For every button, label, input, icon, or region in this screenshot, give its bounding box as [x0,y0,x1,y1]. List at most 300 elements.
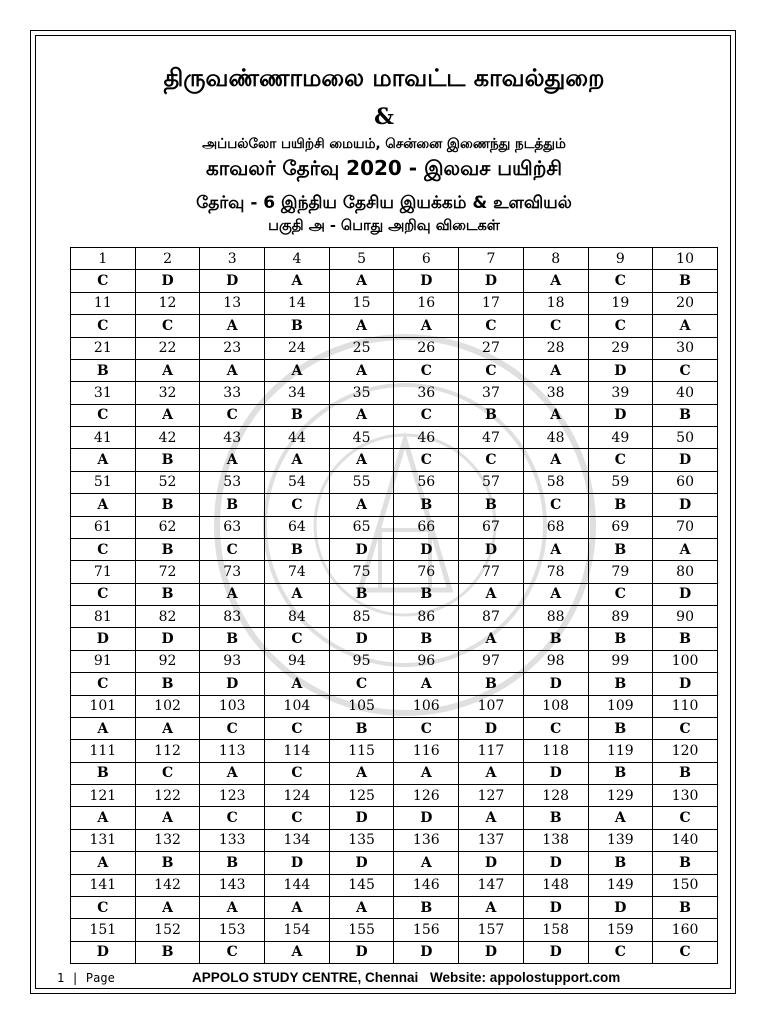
answer-cell: B [71,359,136,381]
answer-cell: A [523,270,588,292]
answer-cell: A [523,449,588,471]
question-number: 63 [200,516,265,538]
question-number: 89 [588,606,653,628]
question-number: 17 [459,292,524,314]
answer-cell: D [394,941,459,963]
answer-cell: D [588,359,653,381]
question-number: 120 [653,740,718,762]
question-number: 113 [200,740,265,762]
question-number-row [71,829,718,851]
question-number: 57 [459,471,524,493]
website-text: Website: appolostupport.com [430,970,621,985]
question-number: 2 [135,248,200,270]
question-number: 82 [135,606,200,628]
question-number: 35 [329,382,394,404]
answer-cell: D [653,494,718,516]
question-number: 1 [71,248,136,270]
answer-cell: D [394,807,459,829]
answer-cell: A [135,359,200,381]
question-number: 79 [588,561,653,583]
question-number: 22 [135,337,200,359]
question-number: 130 [653,785,718,807]
answer-cell: B [135,673,200,695]
answer-cell: B [588,717,653,739]
answer-cell: C [329,673,394,695]
answer-row [71,404,718,426]
question-number-row [71,874,718,896]
question-number-row [71,248,718,270]
answer-cell: B [653,270,718,292]
answer-cell: C [200,807,265,829]
answer-cell: A [265,270,330,292]
question-number: 154 [265,919,330,941]
question-number: 38 [523,382,588,404]
question-number: 126 [394,785,459,807]
answer-cell: B [653,628,718,650]
answer-row [71,717,718,739]
question-number: 115 [329,740,394,762]
answer-cell: A [653,315,718,337]
answer-cell: C [459,449,524,471]
question-number-row [71,740,718,762]
answer-cell: A [265,673,330,695]
question-number: 11 [71,292,136,314]
question-number: 27 [459,337,524,359]
question-number: 106 [394,695,459,717]
question-number: 56 [394,471,459,493]
answer-cell: A [71,717,136,739]
answer-cell: B [135,538,200,560]
ampersand: & [374,104,394,130]
answer-cell: C [394,449,459,471]
question-number: 50 [653,427,718,449]
question-number: 44 [265,427,330,449]
answer-cell: C [653,717,718,739]
answer-row [71,852,718,874]
question-number: 81 [71,606,136,628]
question-number: 132 [135,829,200,851]
question-number: 138 [523,829,588,851]
question-number: 90 [653,606,718,628]
question-number: 118 [523,740,588,762]
question-number: 77 [459,561,524,583]
answer-cell: B [71,762,136,784]
answer-cell: B [135,852,200,874]
answer-cell: C [71,896,136,918]
answer-cell: A [394,673,459,695]
question-number: 83 [200,606,265,628]
answer-cell: A [71,494,136,516]
question-number: 104 [265,695,330,717]
question-number: 103 [200,695,265,717]
test-title: தேர்வு - 6 இந்திய தேசிய இயக்கம் & உளவியல் [196,193,572,213]
question-number: 74 [265,561,330,583]
question-number: 80 [653,561,718,583]
question-number: 84 [265,606,330,628]
answer-cell: C [523,494,588,516]
question-number: 36 [394,382,459,404]
question-number: 124 [265,785,330,807]
answer-row [71,538,718,560]
answer-cell: A [200,359,265,381]
question-number: 67 [459,516,524,538]
question-number: 136 [394,829,459,851]
question-number: 95 [329,650,394,672]
answer-cell: B [200,494,265,516]
question-number: 24 [265,337,330,359]
answer-cell: D [459,538,524,560]
question-number: 91 [71,650,136,672]
question-number-row [71,337,718,359]
answer-cell: A [653,538,718,560]
question-number: 33 [200,382,265,404]
answer-cell: A [329,762,394,784]
answer-cell: C [200,717,265,739]
question-number: 119 [588,740,653,762]
question-number: 23 [200,337,265,359]
question-number: 78 [523,561,588,583]
question-number: 28 [523,337,588,359]
answer-cell: A [394,852,459,874]
question-number: 121 [71,785,136,807]
answer-cell: A [459,762,524,784]
question-number: 110 [653,695,718,717]
question-number: 131 [71,829,136,851]
answer-cell: C [459,359,524,381]
answer-row [71,494,718,516]
question-number: 143 [200,874,265,896]
answer-cell: D [329,941,394,963]
question-number: 100 [653,650,718,672]
answer-cell: A [200,762,265,784]
question-number: 75 [329,561,394,583]
question-number: 148 [523,874,588,896]
answer-cell: A [329,896,394,918]
answer-cell: D [135,628,200,650]
question-number: 60 [653,471,718,493]
question-number: 156 [394,919,459,941]
question-number: 59 [588,471,653,493]
question-number: 10 [653,248,718,270]
answer-cell: A [265,449,330,471]
answer-row [71,583,718,605]
answer-row [71,762,718,784]
answer-cell: A [265,896,330,918]
answer-cell: D [394,270,459,292]
answer-cell: B [394,494,459,516]
question-number: 58 [523,471,588,493]
question-number-row [71,919,718,941]
question-number: 129 [588,785,653,807]
answer-cell: C [200,538,265,560]
answer-cell: A [459,583,524,605]
question-number: 109 [588,695,653,717]
answer-row [71,628,718,650]
answer-cell: A [459,807,524,829]
question-number: 145 [329,874,394,896]
answer-row [71,315,718,337]
question-number: 142 [135,874,200,896]
question-number: 55 [329,471,394,493]
answer-cell: A [329,404,394,426]
answer-cell: A [265,941,330,963]
question-number: 21 [71,337,136,359]
question-number: 101 [71,695,136,717]
answer-cell: A [200,583,265,605]
question-number: 158 [523,919,588,941]
answer-cell: B [135,583,200,605]
answer-cell: C [394,717,459,739]
answer-cell: A [523,404,588,426]
answer-cell: D [523,941,588,963]
answer-cell: D [459,717,524,739]
answer-cell: A [588,807,653,829]
question-number: 108 [523,695,588,717]
question-number: 68 [523,516,588,538]
answer-cell: C [265,762,330,784]
answer-cell: B [265,538,330,560]
question-number: 152 [135,919,200,941]
question-number: 157 [459,919,524,941]
answer-cell: A [329,494,394,516]
question-number: 42 [135,427,200,449]
answer-cell: C [588,315,653,337]
question-number: 117 [459,740,524,762]
question-number: 71 [71,561,136,583]
answer-cell: A [329,449,394,471]
question-number: 14 [265,292,330,314]
organiser-line: அப்பல்லோ பயிற்சி மையம், சென்னை இணைந்து நடத்தும் [202,136,566,152]
question-number: 76 [394,561,459,583]
answer-cell: B [265,315,330,337]
answer-cell: A [265,583,330,605]
answer-cell: B [265,404,330,426]
answer-row [71,673,718,695]
question-number: 4 [265,248,330,270]
answer-cell: C [265,717,330,739]
answer-cell: C [135,315,200,337]
answer-cell: C [653,941,718,963]
answer-cell: A [329,359,394,381]
question-number: 150 [653,874,718,896]
question-number: 8 [523,248,588,270]
answer-cell: D [523,896,588,918]
answer-row [71,270,718,292]
question-number: 146 [394,874,459,896]
question-number: 54 [265,471,330,493]
answer-cell: D [653,583,718,605]
question-number-row [71,650,718,672]
answer-cell: A [200,315,265,337]
question-number: 19 [588,292,653,314]
question-number: 64 [265,516,330,538]
answer-cell: A [71,807,136,829]
question-number: 133 [200,829,265,851]
answer-cell: D [523,762,588,784]
answer-cell: A [200,449,265,471]
answer-cell: A [523,583,588,605]
answer-cell: D [653,449,718,471]
answer-row [71,941,718,963]
question-number-row [71,606,718,628]
question-number: 29 [588,337,653,359]
answer-cell: A [200,896,265,918]
question-number: 40 [653,382,718,404]
answer-cell: A [329,270,394,292]
question-number: 26 [394,337,459,359]
answer-cell: C [459,315,524,337]
answer-cell: B [653,896,718,918]
question-number: 94 [265,650,330,672]
question-number: 53 [200,471,265,493]
question-number: 92 [135,650,200,672]
answer-cell: C [523,315,588,337]
answer-cell: C [71,583,136,605]
answer-cell: B [523,807,588,829]
answer-cell: B [459,673,524,695]
question-number: 39 [588,382,653,404]
answer-cell: C [265,494,330,516]
answer-cell: A [523,538,588,560]
answer-cell: C [71,270,136,292]
answer-cell: A [135,807,200,829]
question-number: 9 [588,248,653,270]
answer-cell: A [71,852,136,874]
answer-cell: D [459,941,524,963]
answer-cell: C [588,270,653,292]
question-number: 155 [329,919,394,941]
question-number: 65 [329,516,394,538]
question-number: 122 [135,785,200,807]
answer-cell: B [588,673,653,695]
answer-cell: D [135,270,200,292]
question-number: 153 [200,919,265,941]
question-number: 62 [135,516,200,538]
answer-cell: A [71,449,136,471]
question-number: 99 [588,650,653,672]
question-number: 112 [135,740,200,762]
answer-cell: D [653,673,718,695]
question-number: 16 [394,292,459,314]
answer-cell: B [653,852,718,874]
answer-row [71,449,718,471]
answer-cell: B [394,583,459,605]
question-number: 144 [265,874,330,896]
question-number: 41 [71,427,136,449]
answer-cell: A [394,315,459,337]
answer-cell: C [71,315,136,337]
question-number: 47 [459,427,524,449]
question-number: 98 [523,650,588,672]
answer-cell: C [588,449,653,471]
question-number: 48 [523,427,588,449]
question-number-row [71,785,718,807]
question-number: 88 [523,606,588,628]
question-number: 73 [200,561,265,583]
answer-cell: A [135,896,200,918]
answer-cell: A [135,717,200,739]
answer-cell: D [394,538,459,560]
question-number-row [71,695,718,717]
answer-cell: B [523,628,588,650]
answer-cell: C [394,404,459,426]
answer-cell: B [135,449,200,471]
question-number: 5 [329,248,394,270]
question-number: 123 [200,785,265,807]
question-number: 135 [329,829,394,851]
answer-cell: B [200,628,265,650]
question-number: 151 [71,919,136,941]
answer-cell: A [135,404,200,426]
answer-cell: C [135,762,200,784]
page-number: 1 | Page [57,971,115,985]
answer-cell: D [523,852,588,874]
question-number: 93 [200,650,265,672]
answer-cell: B [135,494,200,516]
answer-cell: C [394,359,459,381]
question-number: 6 [394,248,459,270]
answer-cell: B [588,538,653,560]
question-number: 7 [459,248,524,270]
answer-cell: C [588,941,653,963]
question-number: 15 [329,292,394,314]
answer-cell: D [329,538,394,560]
answer-cell: D [71,628,136,650]
answer-cell: D [329,852,394,874]
answer-cell: B [394,628,459,650]
question-number: 12 [135,292,200,314]
answer-cell: B [588,852,653,874]
answer-cell: D [200,673,265,695]
answer-cell: C [653,359,718,381]
question-number: 32 [135,382,200,404]
answer-cell: A [394,762,459,784]
question-number: 61 [71,516,136,538]
answer-row [71,359,718,381]
answer-row [71,896,718,918]
question-number: 159 [588,919,653,941]
answer-cell: D [71,941,136,963]
question-number: 140 [653,829,718,851]
question-number: 3 [200,248,265,270]
question-number: 13 [200,292,265,314]
question-number: 45 [329,427,394,449]
answer-cell: A [459,896,524,918]
answer-cell: B [588,628,653,650]
answer-cell: B [329,717,394,739]
answer-cell: C [588,583,653,605]
answer-cell: C [653,807,718,829]
question-number: 86 [394,606,459,628]
question-number: 69 [588,516,653,538]
question-number-row [71,561,718,583]
question-number: 25 [329,337,394,359]
question-number: 147 [459,874,524,896]
question-number: 160 [653,919,718,941]
answer-cell: B [459,494,524,516]
question-number: 134 [265,829,330,851]
question-number: 70 [653,516,718,538]
question-number: 66 [394,516,459,538]
answer-cell: D [265,852,330,874]
answer-cell: A [265,359,330,381]
answer-cell: C [200,941,265,963]
question-number: 102 [135,695,200,717]
question-number: 137 [459,829,524,851]
answer-cell: C [71,404,136,426]
question-number: 116 [394,740,459,762]
answer-cell: B [653,404,718,426]
